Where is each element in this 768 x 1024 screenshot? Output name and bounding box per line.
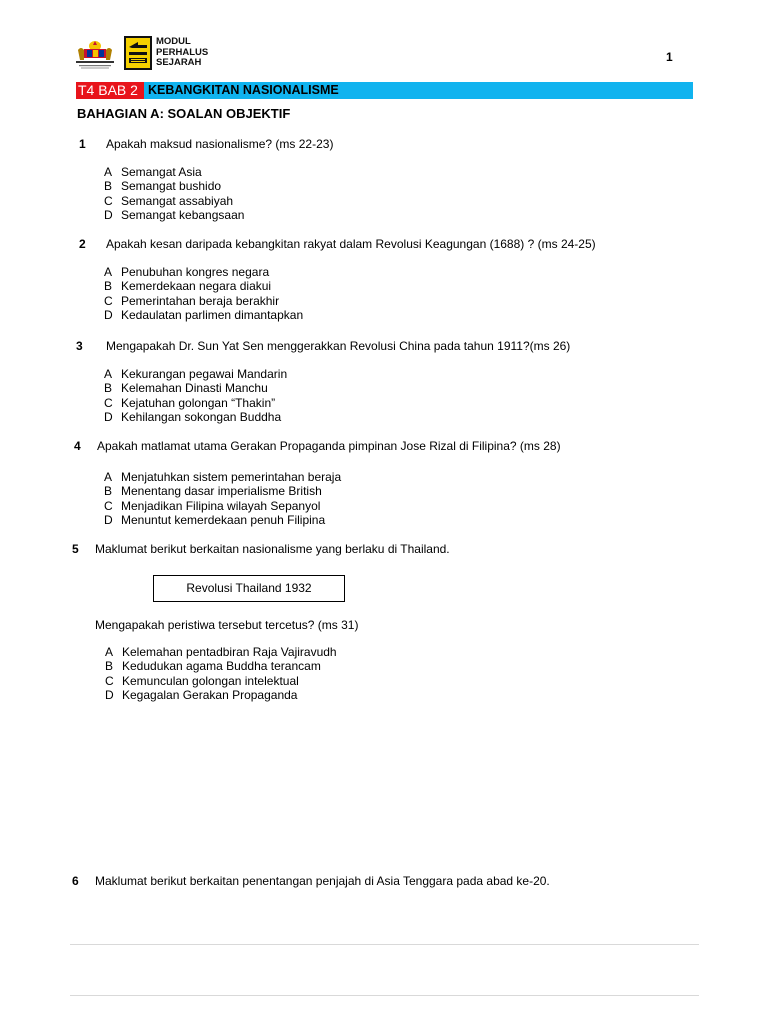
chapter-label: T4 BAB 2 xyxy=(76,82,144,99)
question-number: 3 xyxy=(76,339,83,353)
option-item: A Kelemahan pentadbiran Raja Vajiravudh xyxy=(105,645,337,659)
option-item: A Semangat Asia xyxy=(104,165,202,179)
option-item: D Kehilangan sokongan Buddha xyxy=(104,410,282,425)
question-number: 2 xyxy=(79,237,86,251)
option-item: C Menjadikan Filipina wilayah Sepanyol xyxy=(104,498,321,513)
option-item: D Kedaulatan parlimen dimantapkan xyxy=(104,308,304,323)
option-list xyxy=(104,165,244,223)
page-divider xyxy=(70,995,699,996)
question-text: Apakah kesan daripada kebangkitan rakyat dalam Revolusi Keagungan (1688) ? (ms 24-25) xyxy=(106,237,596,251)
option-item: B Kedudukan agama Buddha terancam xyxy=(105,659,321,674)
option-item: A Menjatuhkan sistem pemerintahan beraja xyxy=(104,470,342,484)
option-item: B Semangat bushido xyxy=(104,179,222,194)
question-number: 1 xyxy=(79,137,86,151)
question-text: Maklumat berikut berkaitan penentangan penjajah di Asia Tenggara pada abad ke-20. xyxy=(95,874,550,888)
option-list xyxy=(104,470,341,528)
malaysia-crest-icon xyxy=(72,38,118,70)
question-subtext: Mengapakah peristiwa tersebut tercetus? (ms 31) xyxy=(95,618,359,632)
question-number: 6 xyxy=(72,874,79,888)
option-item: C Pemerintahan beraja berakhir xyxy=(104,293,280,308)
option-item: B Kemerdekaan negara diakui xyxy=(104,279,272,294)
option-item: D Semangat kebangsaan xyxy=(104,208,245,223)
page-divider xyxy=(70,944,699,945)
page-number: 1 xyxy=(666,50,673,64)
question-text: Apakah matlamat utama Gerakan Propaganda pimpinan Jose Rizal di Filipina? (ms 28) xyxy=(97,439,561,453)
header-logos xyxy=(72,36,212,76)
info-box: Revolusi Thailand 1932 xyxy=(153,575,345,602)
question-number: 5 xyxy=(72,542,79,556)
option-item: D Kegagalan Gerakan Propaganda xyxy=(105,688,298,703)
option-item: D Menuntut kemerdekaan penuh Filipina xyxy=(104,513,326,528)
chapter-title: KEBANGKITAN NASIONALISME xyxy=(148,83,339,97)
chapter-banner xyxy=(76,82,693,99)
option-item: C Kejatuhan golongan “Thakin” xyxy=(104,395,276,410)
question-text: Mengapakah Dr. Sun Yat Sen menggerakkan Revolusi China pada tahun 1911?(ms 26) xyxy=(106,339,571,353)
option-item: C Semangat assabiyah xyxy=(104,193,234,208)
option-list xyxy=(105,645,337,703)
question-text: Apakah maksud nasionalisme? (ms 22-23) xyxy=(106,137,334,151)
logo-line-1: MODUL xyxy=(156,36,191,47)
question-number: 4 xyxy=(74,439,81,453)
option-item: B Kelemahan Dinasti Manchu xyxy=(104,381,268,396)
question-text: Maklumat berikut berkaitan nasionalisme yang berlaku di Thailand. xyxy=(95,542,450,556)
option-list xyxy=(104,367,287,425)
modul-logo-icon xyxy=(124,36,152,70)
option-item: B Menentang dasar imperialisme British xyxy=(104,484,322,499)
logo-line-2: PERHALUS xyxy=(156,46,209,58)
logo-line-3: SEJARAH xyxy=(156,57,202,68)
section-title: BAHAGIAN A: SOALAN OBJEKTIF xyxy=(77,106,291,121)
option-list xyxy=(104,265,303,323)
option-item: A Penubuhan kongres negara xyxy=(104,265,270,279)
option-item: A Kekurangan pegawai Mandarin xyxy=(104,367,288,381)
modul-logo-text xyxy=(156,37,208,69)
option-item: C Kemunculan golongan intelektual xyxy=(105,673,299,688)
